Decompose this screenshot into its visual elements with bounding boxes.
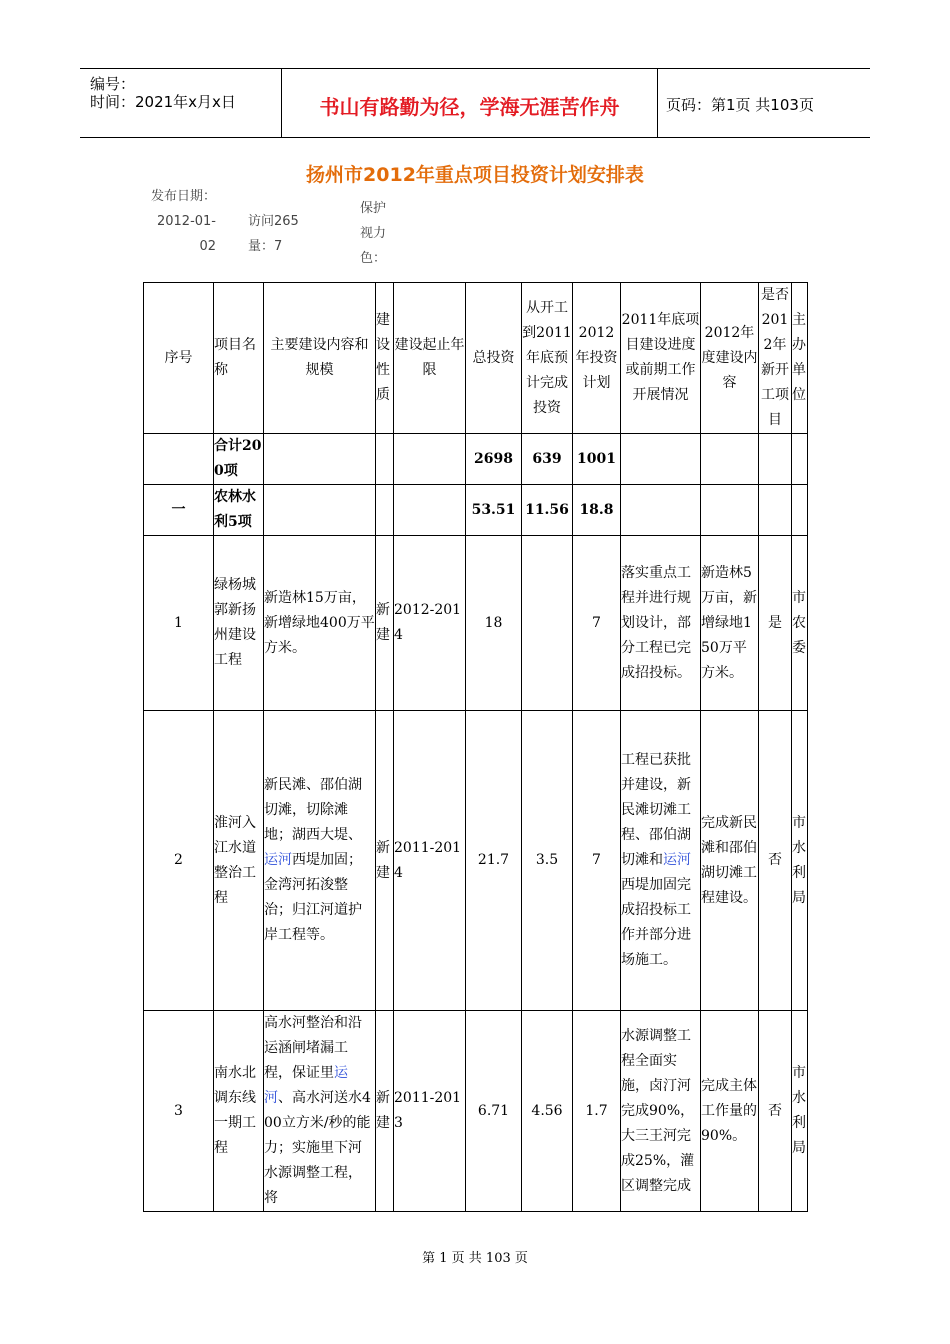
header-progress-2011: 2011年底项目建设进度或前期工作开展情况 (621, 283, 701, 434)
header-plan-2012: 2012年投资计划 (573, 283, 621, 434)
motto: 书山有路勤为径，学海无涯苦作舟 (319, 95, 620, 119)
row-nature: 新建 (376, 711, 394, 1011)
section-row (144, 485, 808, 536)
canal-link[interactable]: 运河 (264, 852, 292, 868)
header-content: 主要建设内容和规模 (264, 283, 376, 434)
total-period (394, 434, 466, 485)
header-info-cell (80, 69, 282, 137)
header-is-new: 是否2012年新开工项目 (759, 283, 792, 434)
row-unit: 市农委 (792, 536, 808, 711)
page-header (80, 68, 870, 138)
row-name: 淮河入江水道整治工程 (214, 711, 264, 1011)
time-label: 时间：2021年x月x日 (90, 93, 236, 111)
row-total: 21.7 (466, 711, 522, 1011)
section-completed: 11.56 (522, 485, 573, 536)
row-is-new: 否 (759, 711, 792, 1011)
row-unit: 市水利局 (792, 1011, 808, 1212)
content-text-a: 新民滩、邵伯湖切滩，切除滩地；湖西大堤、 (264, 777, 362, 843)
row-content-2012: 完成主体工作量的90%。 (701, 1011, 759, 1212)
total-investment: 2698 (466, 434, 522, 485)
row-period: 2011-2013 (394, 1011, 466, 1212)
total-unit (792, 434, 808, 485)
section-total: 53.51 (466, 485, 522, 536)
row-completed (522, 536, 573, 711)
header-total: 总投资 (466, 283, 522, 434)
table-row (144, 536, 808, 711)
row-nature: 新建 (376, 1011, 394, 1212)
table-row (144, 1011, 808, 1212)
visit-count: 访问265量：7 (248, 214, 299, 254)
content-text-b: 、高水河送水400立方米/秒的能力；实施里下河水源调整工程，将 (264, 1090, 371, 1206)
progress-text-b: 西堤加固完成招投标工作并部分进场施工。 (621, 877, 691, 968)
table-row (144, 711, 808, 1011)
row-seq: 1 (144, 536, 214, 711)
header-content-2012: 2012年度建设内容 (701, 283, 759, 434)
row-total: 18 (466, 536, 522, 711)
row-plan: 1.7 (573, 1011, 621, 1212)
row-unit: 市水利局 (792, 711, 808, 1011)
total-completed: 639 (522, 434, 573, 485)
row-completed: 4.56 (522, 1011, 573, 1212)
row-content-2012: 完成新民滩和邵伯湖切滩工程建设。 (701, 711, 759, 1011)
row-progress: 落实重点工程并进行规划设计，部分工程已完成招投标。 (621, 536, 701, 711)
row-content: 新造林15万亩，新增绿地400万平方米。 (264, 536, 376, 711)
table-header-row (144, 283, 808, 434)
total-is-new (759, 434, 792, 485)
total-row (144, 434, 808, 485)
content-text-a: 高水河整治和沿运涵闸堵漏工程，保证里 (264, 1015, 362, 1081)
row-plan: 7 (573, 711, 621, 1011)
section-content (264, 485, 376, 536)
row-is-new: 否 (759, 1011, 792, 1212)
row-content (264, 711, 376, 1011)
section-name: 农林水利5项 (214, 485, 264, 536)
row-content (264, 1011, 376, 1212)
total-name: 合计200项 (214, 434, 264, 485)
total-progress (621, 434, 701, 485)
row-name: 南水北调东线一期工程 (214, 1011, 264, 1212)
eye-protection-color-link[interactable]: 保护视力色： (360, 201, 387, 266)
row-is-new: 是 (759, 536, 792, 711)
canal-link[interactable]: 运河 (663, 852, 691, 868)
row-name: 绿杨城郭新扬州建设工程 (214, 536, 264, 711)
section-nature (376, 485, 394, 536)
total-nature (376, 434, 394, 485)
row-nature: 新建 (376, 536, 394, 711)
publish-date: 发布日期：2012-01-02 (150, 189, 216, 254)
total-content (264, 434, 376, 485)
row-content-2012: 新造林5万亩，新增绿地150万平方米。 (701, 536, 759, 711)
section-is-new (759, 485, 792, 536)
section-period (394, 485, 466, 536)
row-plan: 7 (573, 536, 621, 711)
total-plan: 1001 (573, 434, 621, 485)
number-label: 编号： (90, 75, 136, 93)
header-seq: 序号 (144, 283, 214, 434)
section-unit (792, 485, 808, 536)
header-name: 项目名称 (214, 283, 264, 434)
section-content-2012 (701, 485, 759, 536)
header-unit: 主办单位 (792, 283, 808, 434)
page-footer: 第 1 页 共 103 页 (422, 1251, 528, 1266)
row-completed: 3.5 (522, 711, 573, 1011)
row-progress: 水源调整工程全面实施，卤汀河完成90%，大三王河完成25%，灌区调整完成 (621, 1011, 701, 1212)
section-seq: 一 (144, 485, 214, 536)
row-seq: 2 (144, 711, 214, 1011)
canal-link[interactable]: 运河 (264, 1065, 348, 1106)
section-progress (621, 485, 701, 536)
content-text-b: 西堤加固；金湾河拓浚整治；归江河道护岸工程等。 (264, 852, 362, 943)
section-plan: 18.8 (573, 485, 621, 536)
total-seq (144, 434, 214, 485)
header-period: 建设起止年限 (394, 283, 466, 434)
row-seq: 3 (144, 1011, 214, 1212)
header-page-cell (658, 69, 870, 137)
investment-plan-table (143, 282, 808, 1212)
row-period: 2011-2014 (394, 711, 466, 1011)
header-motto-cell (282, 69, 658, 137)
total-content-2012 (701, 434, 759, 485)
page-info: 页码：第1页 共103页 (666, 96, 814, 114)
row-progress (621, 711, 701, 1011)
row-total: 6.71 (466, 1011, 522, 1212)
document-title: 扬州市2012年重点项目投资计划安排表 (306, 164, 644, 186)
header-nature: 建设性质 (376, 283, 394, 434)
header-completed: 从开工到2011年底预计完成投资 (522, 283, 573, 434)
row-period: 2012-2014 (394, 536, 466, 711)
progress-text-a: 工程已获批并建设，新民滩切滩工程、邵伯湖切滩和 (621, 752, 691, 868)
